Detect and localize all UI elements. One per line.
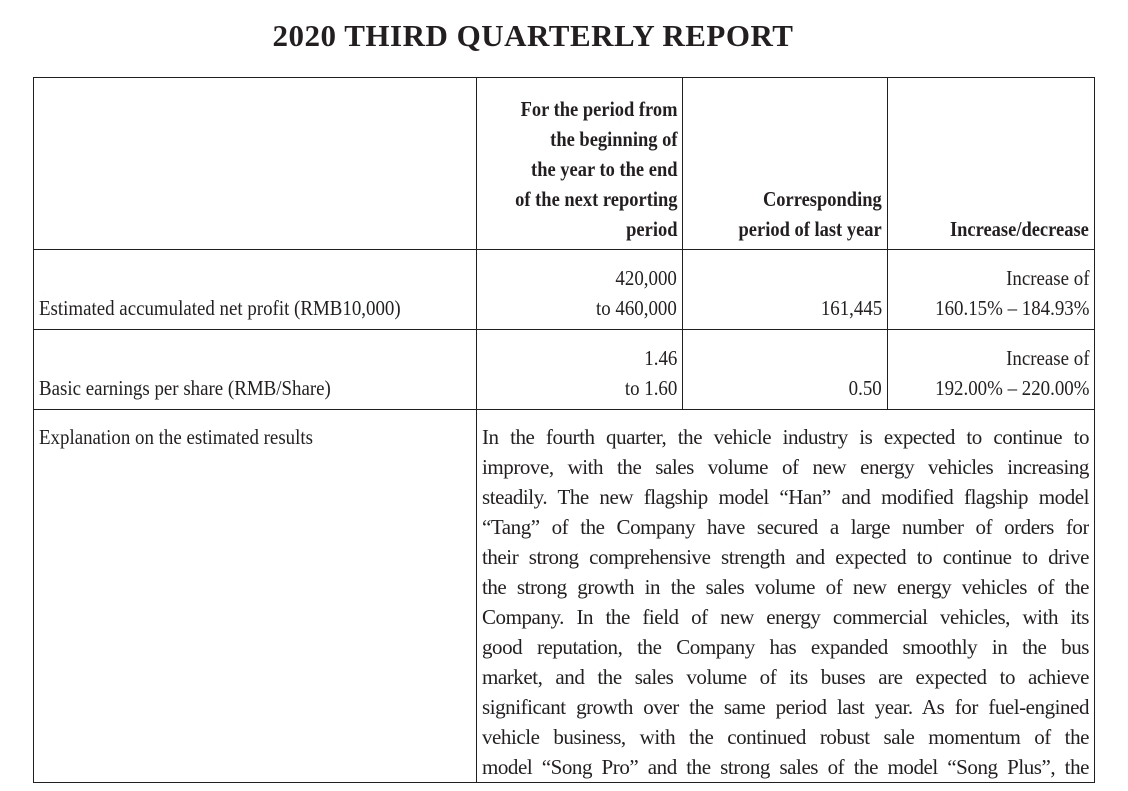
header-current-period: For the period from the beginning of the year to the end of the next reporting period — [477, 78, 683, 250]
explanation-line: “Tang” of the Company have secured a large number of orders for — [482, 515, 1089, 539]
current-period-value: 420,000 to 460,000 — [477, 250, 683, 330]
explanation-text — [477, 410, 1095, 783]
header-change: Increase/decrease — [888, 78, 1095, 250]
explanation-line: good reputation, the Company has expanded smoothly in the bus — [482, 635, 1089, 659]
explanation-line: vehicle business, with the continued robust sale momentum of the — [482, 725, 1089, 749]
explanation-row — [34, 410, 1095, 783]
explanation-line: their strong comprehensive strength and expected to continue to drive — [482, 545, 1089, 569]
explanation-line: significant growth over the same period last year. As for fuel-engined — [482, 695, 1089, 719]
header-last-year: Corresponding period of last year — [683, 78, 888, 250]
explanation-line: improve, with the sales volume of new energy vehicles increasing — [482, 455, 1089, 479]
table-row — [34, 250, 1095, 330]
header-empty-cell — [34, 78, 477, 250]
explanation-line: steadily. The new flagship model “Han” and modified flagship model — [482, 485, 1089, 509]
change-value: Increase of 160.15% – 184.93% — [888, 250, 1095, 330]
explanation-line: model “Song Pro” and the strong sales of the model “Song Plus”, the — [482, 755, 1089, 779]
page-title: 2020 THIRD QUARTERLY REPORT — [272, 18, 794, 53]
last-year-value: 161,445 — [683, 250, 888, 330]
explanation-line: In the fourth quarter, the vehicle industry is expected to continue to — [482, 425, 1089, 449]
explanation-line: the strong growth in the sales volume of new energy vehicles of the — [482, 575, 1089, 599]
forecast-table — [33, 77, 1095, 783]
change-value: Increase of 192.00% – 220.00% — [888, 330, 1095, 410]
explanation-line: market, and the sales volume of its buses are expected to achieve — [482, 665, 1089, 689]
table-row — [34, 330, 1095, 410]
explanation-label: Explanation on the estimated results — [34, 410, 477, 783]
explanation-line: Company. In the field of new energy commercial vehicles, with its — [482, 605, 1089, 629]
table-header-row — [34, 78, 1095, 250]
current-period-value: 1.46 to 1.60 — [477, 330, 683, 410]
row-label: Basic earnings per share (RMB/Share) — [34, 330, 477, 410]
last-year-value: 0.50 — [683, 330, 888, 410]
row-label: Estimated accumulated net profit (RMB10,000) — [34, 250, 477, 330]
